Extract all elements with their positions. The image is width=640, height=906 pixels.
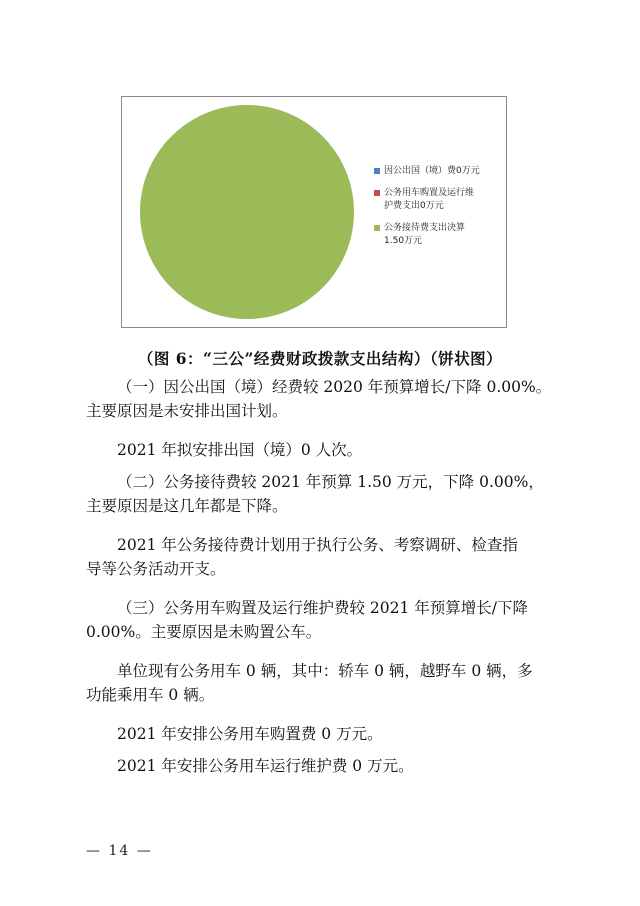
paragraph-line: 导等公务活动开支。: [86, 560, 226, 578]
legend-item-reception: [374, 222, 504, 248]
paragraph-line: 主要原因是未安排出国计划。: [86, 402, 288, 420]
legend-swatch-vehicle: [374, 190, 380, 196]
paragraph-reception-plan: [86, 533, 564, 581]
paragraph-line: 2021 年拟安排出国（境）0 人次。: [117, 441, 363, 459]
paragraph-overseas-budget: [86, 375, 564, 423]
paragraph-line: （二）公务接待费较 2021 年预算 1.50 万元，下降 0.00%，: [117, 473, 544, 491]
legend-label-vehicle-line2: 护费支出0万元: [384, 201, 444, 211]
paragraph-overseas-plan: [86, 438, 564, 462]
paragraph-reception-budget: [86, 470, 564, 518]
legend-label-reception-line2: 1.50万元: [384, 236, 423, 246]
paragraph-line: 2021 年安排公务用车运行维护费 0 万元。: [117, 757, 414, 775]
paragraph-line: 2021 年公务接待费计划用于执行公务、考察调研、检查指: [117, 536, 518, 554]
paragraph-line: （三）公务用车购置及运行维护费较 2021 年预算增长/下降: [117, 599, 529, 617]
legend-swatch-reception: [374, 225, 380, 231]
pie-chart-frame: [121, 96, 507, 328]
chart-legend: [374, 165, 504, 257]
paragraph-vehicle-count: [86, 659, 564, 707]
paragraph-vehicle-budget: [86, 596, 564, 644]
paragraph-line: 功能乘用车 0 辆。: [86, 686, 215, 704]
legend-label-overseas: 因公出国（境）费0万元: [384, 166, 480, 176]
page-number: — 14 —: [86, 843, 153, 859]
paragraph-line: 单位现有公务用车 0 辆，其中：轿车 0 辆，越野车 0 辆，多: [117, 662, 533, 680]
legend-swatch-overseas: [374, 168, 380, 174]
legend-label-reception-line1: 公务接待费支出决算: [384, 223, 466, 233]
paragraph-line: （一）因公出国（境）经费较 2020 年预算增长/下降 0.00%。: [117, 378, 552, 396]
paragraph-line: 主要原因是这几年都是下降。: [86, 497, 288, 515]
paragraph-vehicle-maintenance: [86, 754, 564, 778]
legend-item-overseas: [374, 165, 504, 178]
legend-item-vehicle: [374, 187, 504, 213]
figure-caption: （图 6：“三公”经费财政拨款支出结构）（饼状图）: [137, 349, 503, 368]
legend-label-vehicle-line1: 公务用车购置及运行维: [384, 188, 475, 198]
paragraph-vehicle-purchase: [86, 722, 564, 746]
pie-slice-reception: [140, 105, 354, 319]
paragraph-line: 0.00%。主要原因是未购置公车。: [86, 623, 322, 641]
paragraph-line: 2021 年安排公务用车购置费 0 万元。: [117, 725, 383, 743]
